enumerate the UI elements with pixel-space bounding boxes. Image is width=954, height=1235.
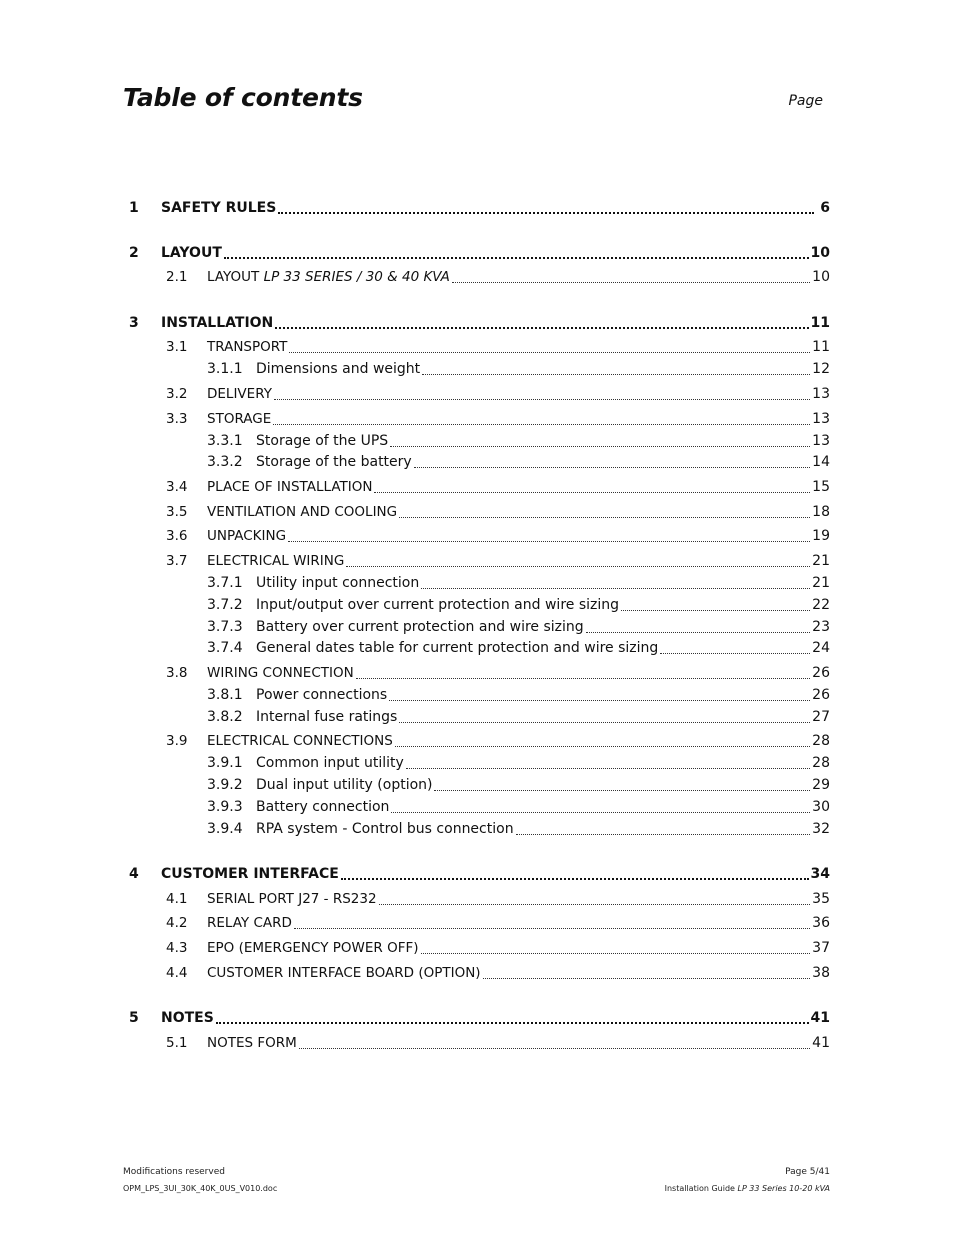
- toc-entry-label-text: Internal fuse ratings: [256, 709, 398, 725]
- toc-entry-label-text: Storage of the UPS: [256, 433, 389, 449]
- toc-entry-page: 22: [812, 597, 830, 613]
- toc-entry-number: 3.2: [166, 386, 188, 402]
- toc-entry-page: 26: [812, 665, 830, 681]
- toc-dot-leader: [421, 940, 811, 957]
- toc-entry-page: 19: [812, 528, 830, 544]
- toc-entry-page: 11: [810, 315, 830, 331]
- toc-entry-label-text: Utility input connection: [256, 575, 420, 591]
- toc-entry[interactable]: [123, 637, 830, 657]
- toc-entry-number: 4.4: [166, 965, 188, 981]
- toc-entry-label: [161, 200, 276, 217]
- toc-entry-label-text: ELECTRICAL WIRING: [207, 553, 345, 569]
- toc-dot-leader: [289, 339, 810, 356]
- toc-dot-leader: [356, 665, 810, 682]
- toc-dot-leader: [621, 597, 810, 614]
- toc-entry[interactable]: [123, 550, 830, 570]
- toc-entry-label-text: LAYOUT: [161, 245, 222, 261]
- toc-entry-page: 37: [812, 940, 830, 956]
- toc-entry[interactable]: [123, 312, 830, 332]
- toc-dot-leader: [346, 553, 810, 570]
- toc-entry-label: [161, 866, 339, 883]
- toc-entry[interactable]: [123, 1032, 830, 1052]
- toc-entry-page: 13: [812, 433, 830, 449]
- toc-entry-number: 3.4: [166, 479, 188, 495]
- toc-entry-page: 21: [812, 575, 830, 591]
- toc-entry-label: [207, 665, 354, 682]
- footer-guide-series: LP 33 Series 10-20 kVA: [737, 1184, 830, 1193]
- toc-entry-label: [256, 433, 388, 450]
- toc-entry-label-text: SAFETY RULES: [161, 200, 277, 216]
- toc-dot-leader: [399, 709, 810, 726]
- toc-dot-leader: [224, 245, 809, 262]
- toc-entry-number: 3.3: [166, 411, 188, 427]
- toc-entry-label: [256, 597, 619, 614]
- toc-entry-page: 26: [812, 687, 830, 703]
- toc-entry-label-text: TRANSPORT: [207, 339, 288, 355]
- toc-entry-number: 3.8.1: [207, 687, 243, 703]
- toc-entry-label-text: CUSTOMER INTERFACE BOARD (OPTION): [207, 965, 481, 981]
- toc-entry-number: 3.7.2: [207, 597, 243, 613]
- toc-entry-label-text: PLACE OF INSTALLATION: [207, 479, 373, 495]
- toc-entry[interactable]: [123, 863, 830, 883]
- toc-entry-number: 3.9: [166, 733, 188, 749]
- toc-dot-leader: [275, 315, 808, 332]
- toc-entry-label: [207, 1035, 297, 1052]
- toc-entry[interactable]: [123, 408, 830, 428]
- toc-entry[interactable]: [123, 197, 830, 217]
- toc-entry[interactable]: [123, 594, 830, 614]
- toc-entry-page: 29: [812, 777, 830, 793]
- toc-entry[interactable]: [123, 476, 830, 496]
- toc-entry-number: 3.9.3: [207, 799, 243, 815]
- toc-entry-page: 30: [812, 799, 830, 815]
- toc-entry-page: 24: [812, 640, 830, 656]
- toc-entry[interactable]: [123, 912, 830, 932]
- toc-entry-number: 2: [129, 245, 139, 261]
- toc-entry-page: 10: [810, 245, 830, 261]
- toc-entry-label: [207, 940, 419, 957]
- toc-entry[interactable]: [123, 525, 830, 545]
- toc-entry-label-text: LAYOUT: [207, 269, 260, 285]
- toc-entry-label-text: NOTES: [161, 1010, 214, 1026]
- toc-entry[interactable]: [123, 383, 830, 403]
- toc-entry[interactable]: [123, 242, 830, 262]
- toc-dot-leader: [414, 454, 810, 471]
- toc-entry[interactable]: [123, 796, 830, 816]
- toc-entry-page: 18: [812, 504, 830, 520]
- toc-entry-label-text: Dual input utility (option): [256, 777, 433, 793]
- toc-entry[interactable]: [123, 752, 830, 772]
- toc-entry-page: 13: [812, 411, 830, 427]
- toc-entry-page: 13: [812, 386, 830, 402]
- toc-entry-number: 3: [129, 315, 139, 331]
- toc-entry-label-text: RPA system - Control bus connection: [256, 821, 514, 837]
- toc-dot-leader: [660, 640, 810, 657]
- toc-entry-label: [256, 619, 584, 636]
- toc-entry[interactable]: [123, 1007, 830, 1027]
- toc-entry-number: 3.9.1: [207, 755, 243, 771]
- toc-entry-number: 3.7: [166, 553, 188, 569]
- toc-entry-number: 3.7.4: [207, 640, 243, 656]
- toc-entry[interactable]: [123, 616, 830, 636]
- toc-entry-label: [256, 821, 514, 838]
- toc-dot-leader: [399, 504, 810, 521]
- toc-entry[interactable]: [123, 774, 830, 794]
- page-column-header: Page: [788, 93, 823, 109]
- toc-entry-label: [207, 479, 372, 496]
- toc-entry-number: 3.1: [166, 339, 188, 355]
- toc-entry-label-text: Battery over current protection and wire sizing: [256, 619, 584, 635]
- toc-entry-page: 6: [820, 200, 830, 216]
- footer-page-number: Page 5/41: [785, 1167, 830, 1177]
- toc-entry[interactable]: [123, 572, 830, 592]
- toc-entry-label: [256, 575, 419, 592]
- toc-entry-page: 41: [812, 1035, 830, 1051]
- toc-entry-page: 12: [812, 361, 830, 377]
- toc-entry-label: [207, 528, 286, 545]
- footer-modifications: Modifications reserved: [123, 1167, 225, 1177]
- toc-entry-page: 14: [812, 454, 830, 470]
- toc-dot-leader: [278, 200, 814, 217]
- toc-entry-label: [207, 411, 271, 428]
- toc-entry-label-text: NOTES FORM: [207, 1035, 297, 1051]
- toc-dot-leader: [288, 528, 810, 545]
- toc-entry-label-text: Dimensions and weight: [256, 361, 421, 377]
- toc-entry-label-text: INSTALLATION: [161, 315, 274, 331]
- toc-entry-number: 3.8.2: [207, 709, 243, 725]
- toc-entry-number: 3.5: [166, 504, 188, 520]
- toc-entry-page: 10: [812, 269, 830, 285]
- toc-entry-number: 4.3: [166, 940, 188, 956]
- toc-entry-page: 28: [812, 755, 830, 771]
- toc-entry-number: 1: [129, 200, 139, 216]
- toc-dot-leader: [391, 799, 810, 816]
- toc-entry-label-text: RELAY CARD: [207, 915, 292, 931]
- toc-entry-label: [207, 504, 397, 521]
- page-title: Table of contents: [123, 83, 363, 112]
- toc-entry-label-text: UNPACKING: [207, 528, 287, 544]
- toc-entry[interactable]: [123, 937, 830, 957]
- toc-entry-page: 23: [812, 619, 830, 635]
- toc-entry-label: [256, 799, 389, 816]
- toc-entry-number: 5: [129, 1010, 139, 1026]
- toc-dot-leader: [379, 891, 811, 908]
- toc-entry-label: [207, 269, 450, 286]
- toc-entry-page: 35: [812, 891, 830, 907]
- toc-entry-label: [207, 733, 393, 750]
- toc-entry-label-text: Common input utility: [256, 755, 404, 771]
- toc-entry[interactable]: [123, 962, 830, 982]
- toc-entry-label-italic: LP 33 SERIES / 30 & 40 KVA: [263, 269, 450, 285]
- toc-entry-page: 28: [812, 733, 830, 749]
- toc-entry-page: 38: [812, 965, 830, 981]
- toc-entry-label: [256, 709, 397, 726]
- toc-entry-label-text: Power connections: [256, 687, 388, 703]
- toc-dot-leader: [216, 1010, 809, 1027]
- toc-dot-leader: [389, 687, 810, 704]
- toc-entry-label-text: SERIAL PORT J27 - RS232: [207, 891, 377, 907]
- toc-dot-leader: [516, 821, 811, 838]
- toc-entry-page: 34: [810, 866, 830, 882]
- toc-entry-page: 15: [812, 479, 830, 495]
- toc-dot-leader: [406, 755, 810, 772]
- toc-entry-page: 32: [812, 821, 830, 837]
- toc-entry[interactable]: [123, 818, 830, 838]
- footer-filename: OPM_LPS_3UI_30K_40K_0US_V010.doc: [123, 1184, 278, 1193]
- toc-entry-label: [207, 339, 287, 356]
- toc-dot-leader: [374, 479, 810, 496]
- toc-entry-label: [207, 965, 481, 982]
- toc-entry-page: 11: [812, 339, 830, 355]
- toc-entry-label: [256, 687, 387, 704]
- toc-entry-number: 5.1: [166, 1035, 188, 1051]
- toc-entry-number: 2.1: [166, 269, 188, 285]
- toc-entry-page: 41: [810, 1010, 830, 1026]
- toc-entry-number: 3.3.1: [207, 433, 243, 449]
- toc-entry-number: 3.9.4: [207, 821, 243, 837]
- toc-entry-label: [207, 386, 272, 403]
- toc-entry-page: 27: [812, 709, 830, 725]
- toc-entry[interactable]: [123, 684, 830, 704]
- toc-dot-leader: [421, 575, 810, 592]
- toc-dot-leader: [422, 361, 810, 378]
- toc-entry-label: [207, 915, 292, 932]
- toc-entry-number: 3.9.2: [207, 777, 243, 793]
- toc-entry-number: 3.1.1: [207, 361, 243, 377]
- toc-entry-page: 36: [812, 915, 830, 931]
- toc-entry-number: 3.3.2: [207, 454, 243, 470]
- toc-entry-label: [256, 755, 404, 772]
- toc-entry[interactable]: [123, 358, 830, 378]
- toc-entry[interactable]: [123, 266, 830, 286]
- toc-entry-number: 4.1: [166, 891, 188, 907]
- toc-entry[interactable]: [123, 451, 830, 471]
- toc-entry-label-text: DELIVERY: [207, 386, 272, 402]
- toc-entry-label-text: ELECTRICAL CONNECTIONS: [207, 733, 393, 749]
- toc-entry-number: 4: [129, 866, 139, 882]
- toc-dot-leader: [299, 1035, 810, 1052]
- toc-dot-leader: [273, 411, 810, 428]
- toc-dot-leader: [434, 777, 810, 794]
- toc-entry-label-text: VENTILATION AND COOLING: [207, 504, 398, 520]
- toc-entry[interactable]: [123, 430, 830, 450]
- toc-entry-label: [161, 1010, 214, 1027]
- toc-entry-label: [207, 553, 344, 570]
- toc-entry[interactable]: [123, 662, 830, 682]
- toc-dot-leader: [452, 269, 810, 286]
- toc-entry-label: [161, 245, 222, 262]
- toc-entry-number: 3.7.1: [207, 575, 243, 591]
- toc-entry-label: [207, 891, 377, 908]
- toc-entry-label: [161, 315, 273, 332]
- toc-entry-label: [256, 361, 420, 378]
- toc-dot-leader: [395, 733, 810, 750]
- toc-entry-label-text: EPO (EMERGENCY POWER OFF): [207, 940, 419, 956]
- toc-dot-leader: [274, 386, 810, 403]
- footer-guide-prefix: Installation Guide: [664, 1184, 735, 1193]
- toc-entry[interactable]: [123, 888, 830, 908]
- toc-entry-label: [256, 454, 412, 471]
- toc-entry-number: 3.8: [166, 665, 188, 681]
- toc-dot-leader: [341, 866, 809, 883]
- toc-entry[interactable]: [123, 501, 830, 521]
- toc-entry-page: 21: [812, 553, 830, 569]
- toc-entry[interactable]: [123, 336, 830, 356]
- toc-entry-label: [256, 640, 658, 657]
- toc-entry-label-text: WIRING CONNECTION: [207, 665, 354, 681]
- toc-entry-label-text: Input/output over current protection and wire sizing: [256, 597, 620, 613]
- toc-entry-label-text: General dates table for current protection and wire sizing: [256, 640, 659, 656]
- toc-entry-number: 3.6: [166, 528, 188, 544]
- toc-dot-leader: [586, 619, 810, 636]
- toc-dot-leader: [294, 915, 810, 932]
- toc-entry-label-text: Storage of the battery: [256, 454, 412, 470]
- toc-entry[interactable]: [123, 706, 830, 726]
- toc-entry-label-text: STORAGE: [207, 411, 272, 427]
- toc-entry-label-text: CUSTOMER INTERFACE: [161, 866, 339, 882]
- toc-entry-label-text: Battery connection: [256, 799, 390, 815]
- footer-guide-title: [665, 1183, 830, 1194]
- toc-entry-label: [256, 777, 432, 794]
- toc-dot-leader: [390, 433, 810, 450]
- toc-entry[interactable]: [123, 730, 830, 750]
- toc-entry-number: 4.2: [166, 915, 188, 931]
- toc-entry-number: 3.7.3: [207, 619, 243, 635]
- toc-dot-leader: [483, 965, 811, 982]
